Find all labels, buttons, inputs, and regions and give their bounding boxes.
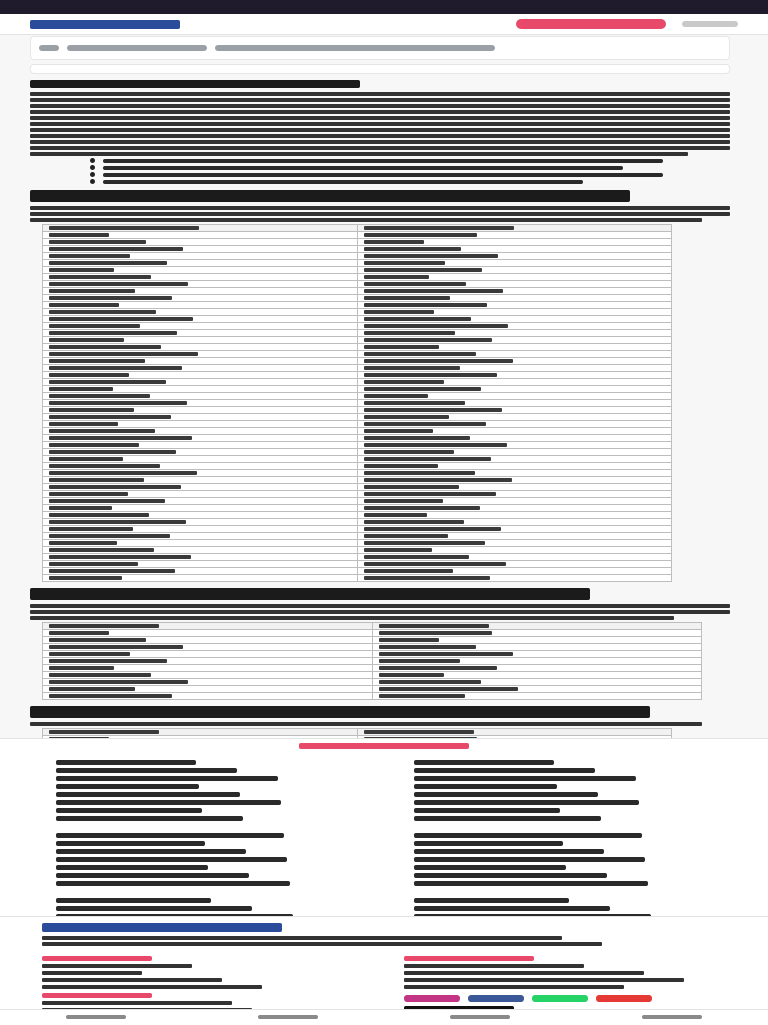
table-row: [43, 239, 672, 246]
exam-link[interactable]: [414, 841, 563, 846]
table-cell: [43, 679, 373, 686]
footer-link[interactable]: [42, 985, 262, 989]
table-cell: [357, 491, 672, 498]
table-cell: [43, 365, 358, 372]
table-cell: [357, 316, 672, 323]
table-cell: [43, 651, 373, 658]
table-cell: [357, 421, 672, 428]
capitals-intro-lines: [30, 206, 730, 222]
table-cell: [357, 267, 672, 274]
exam-link[interactable]: [414, 833, 642, 838]
table-header: [372, 623, 702, 630]
table-cell: [357, 407, 672, 414]
table-cell: [357, 351, 672, 358]
table-row: [43, 407, 672, 414]
table-cell: [357, 435, 672, 442]
table-row: [43, 575, 672, 582]
table-cell: [357, 561, 672, 568]
table-cell: [357, 323, 672, 330]
exam-link[interactable]: [414, 808, 560, 813]
bottom-nav-item[interactable]: [66, 1015, 126, 1019]
site-logo[interactable]: [30, 20, 180, 29]
table-cell: [357, 344, 672, 351]
table-cell: [43, 547, 358, 554]
footer-link[interactable]: [42, 971, 142, 975]
table-cell: [43, 246, 358, 253]
exam-link[interactable]: [56, 898, 211, 903]
table-row: [43, 393, 672, 400]
table-row: [43, 337, 672, 344]
table-row: [43, 232, 672, 239]
menu-button[interactable]: [682, 21, 738, 27]
area-table: [42, 622, 702, 700]
exam-link[interactable]: [56, 784, 199, 789]
table-cell: [357, 540, 672, 547]
area-table-body: [43, 630, 702, 700]
home-icon[interactable]: [39, 45, 59, 51]
table-cell: [372, 651, 702, 658]
table-cell: [357, 505, 672, 512]
table-row: [43, 400, 672, 407]
table-row: [43, 442, 672, 449]
table-cell: [357, 456, 672, 463]
table-cell: [43, 491, 358, 498]
table-cell: [357, 477, 672, 484]
bottom-nav-item[interactable]: [642, 1015, 702, 1019]
table-row: [43, 309, 672, 316]
exam-link[interactable]: [56, 816, 243, 821]
facebook-icon[interactable]: [468, 995, 524, 1002]
exam-link[interactable]: [414, 881, 648, 886]
table-row: [43, 449, 672, 456]
table-row: [43, 672, 702, 679]
article-points: [30, 158, 730, 184]
table-row: [43, 693, 702, 700]
table-cell: [43, 288, 358, 295]
table-cell: [43, 351, 358, 358]
table-row: [43, 274, 672, 281]
table-cell: [357, 484, 672, 491]
table-cell: [357, 309, 672, 316]
table-row: [43, 365, 672, 372]
exam-link[interactable]: [414, 800, 639, 805]
table-row: [43, 358, 672, 365]
page-title: [67, 45, 207, 51]
table-row: [43, 323, 672, 330]
exam-link[interactable]: [414, 849, 604, 854]
table-row: [43, 498, 672, 505]
table-row: [43, 533, 672, 540]
table-cell: [357, 337, 672, 344]
table-cell: [357, 379, 672, 386]
table-row: [43, 260, 672, 267]
table-row: [43, 505, 672, 512]
table-cell: [372, 693, 702, 700]
table-cell: [43, 337, 358, 344]
exam-link[interactable]: [414, 873, 607, 878]
table-cell: [372, 686, 702, 693]
table-row: [43, 519, 672, 526]
exam-link[interactable]: [414, 816, 601, 821]
table-cell: [43, 309, 358, 316]
table-row: [43, 547, 672, 554]
table-cell: [357, 232, 672, 239]
table-row: [43, 253, 672, 260]
table-row: [43, 526, 672, 533]
table-cell: [357, 400, 672, 407]
table-cell: [43, 456, 358, 463]
footer-address-line: [42, 936, 562, 940]
exam-link[interactable]: [56, 760, 196, 765]
table-row: [43, 316, 672, 323]
exam-link[interactable]: [56, 768, 237, 773]
exam-link[interactable]: [56, 808, 202, 813]
table-cell: [43, 414, 358, 421]
table-cell: [43, 630, 373, 637]
exam-link[interactable]: [56, 800, 281, 805]
table-row: [43, 421, 672, 428]
exam-link[interactable]: [56, 881, 290, 886]
exam-link[interactable]: [414, 776, 636, 781]
table-row: [43, 428, 672, 435]
table-cell: [43, 477, 358, 484]
table-cell: [357, 463, 672, 470]
important-exams-section: [0, 738, 768, 917]
table-header: [43, 623, 373, 630]
table-row: [43, 435, 672, 442]
table-cell: [357, 554, 672, 561]
table-row: [43, 267, 672, 274]
exam-link[interactable]: [56, 857, 287, 862]
table-cell: [43, 379, 358, 386]
table-cell: [43, 442, 358, 449]
table-cell: [357, 470, 672, 477]
exam-link[interactable]: [414, 865, 566, 870]
table-cell: [357, 498, 672, 505]
table-cell: [372, 679, 702, 686]
footer-company-heading: [42, 956, 152, 961]
table-cell: [43, 505, 358, 512]
table-cell: [43, 358, 358, 365]
population-intro-lines: [30, 722, 730, 726]
table-cell: [43, 295, 358, 302]
table-row: [43, 637, 702, 644]
table-cell: [43, 267, 358, 274]
table-header: [43, 225, 358, 232]
table-cell: [43, 519, 358, 526]
table-cell: [43, 665, 373, 672]
table-cell: [357, 295, 672, 302]
exam-link[interactable]: [56, 906, 252, 911]
table-cell: [43, 672, 373, 679]
table-row: [43, 295, 672, 302]
footer-link[interactable]: [404, 964, 584, 968]
exam-link[interactable]: [414, 792, 598, 797]
table-row: [43, 686, 702, 693]
footer-popular-heading: [404, 956, 534, 961]
table-cell: [357, 358, 672, 365]
table-row: [43, 491, 672, 498]
footer-other-heading: [42, 993, 152, 998]
table-cell: [43, 372, 358, 379]
bottom-nav-item[interactable]: [450, 1015, 510, 1019]
table-cell: [357, 519, 672, 526]
exam-link[interactable]: [414, 906, 610, 911]
table-cell: [43, 575, 358, 582]
table-cell: [357, 253, 672, 260]
table-cell: [357, 281, 672, 288]
table-cell: [357, 246, 672, 253]
exam-link[interactable]: [56, 833, 284, 838]
exam-link[interactable]: [56, 873, 249, 878]
population-heading: [30, 706, 650, 718]
table-row: [43, 351, 672, 358]
table-cell: [357, 288, 672, 295]
table-cell: [357, 393, 672, 400]
table-cell: [357, 568, 672, 575]
table-row: [43, 477, 672, 484]
table-cell: [43, 658, 373, 665]
table-cell: [43, 302, 358, 309]
table-header: [357, 729, 672, 736]
table-cell: [357, 414, 672, 421]
article-intro-lines: [30, 92, 730, 156]
table-cell: [357, 260, 672, 267]
table-cell: [357, 442, 672, 449]
exam-link[interactable]: [56, 776, 278, 781]
breadcrumb: [30, 36, 730, 60]
table-cell: [43, 428, 358, 435]
table-cell: [43, 554, 358, 561]
table-row: [43, 568, 672, 575]
table-cell: [357, 365, 672, 372]
header-cta-button[interactable]: [516, 19, 666, 29]
table-cell: [357, 372, 672, 379]
table-cell: [43, 526, 358, 533]
table-cell: [372, 672, 702, 679]
bottom-nav-item[interactable]: [258, 1015, 318, 1019]
table-cell: [43, 400, 358, 407]
table-cell: [43, 323, 358, 330]
table-cell: [43, 232, 358, 239]
table-cell: [357, 512, 672, 519]
table-cell: [43, 260, 358, 267]
table-row: [43, 470, 672, 477]
table-cell: [43, 686, 373, 693]
table-row: [43, 554, 672, 561]
table-cell: [357, 386, 672, 393]
table-row: [43, 665, 702, 672]
table-row: [43, 630, 702, 637]
top-status-bar: [0, 0, 768, 14]
table-cell: [43, 239, 358, 246]
table-cell: [357, 428, 672, 435]
table-cell: [43, 512, 358, 519]
exam-link[interactable]: [414, 760, 554, 765]
footer-link[interactable]: [404, 971, 644, 975]
table-cell: [357, 302, 672, 309]
site-header: [0, 14, 768, 35]
table-cell: [357, 575, 672, 582]
footer-link[interactable]: [42, 964, 192, 968]
footer-link[interactable]: [42, 978, 222, 982]
capitals-table: [42, 224, 672, 582]
table-cell: [43, 449, 358, 456]
table-cell: [357, 547, 672, 554]
table-cell: [43, 533, 358, 540]
table-cell: [372, 644, 702, 651]
table-header: [43, 729, 358, 736]
table-cell: [43, 637, 373, 644]
capitals-heading: [30, 190, 630, 202]
table-cell: [43, 386, 358, 393]
table-row: [43, 386, 672, 393]
table-cell: [43, 253, 358, 260]
table-cell: [43, 316, 358, 323]
exam-link[interactable]: [56, 841, 205, 846]
table-cell: [357, 239, 672, 246]
footer-logo[interactable]: [42, 923, 282, 932]
list-item: [90, 172, 730, 177]
table-row: [43, 344, 672, 351]
footer-link[interactable]: [404, 978, 684, 982]
table-row: [43, 379, 672, 386]
table-row: [43, 540, 672, 547]
table-cell: [43, 463, 358, 470]
page-subtitle: [215, 45, 495, 51]
table-cell: [43, 568, 358, 575]
table-row: [43, 372, 672, 379]
table-row: [43, 644, 702, 651]
table-cell: [357, 330, 672, 337]
exam-link[interactable]: [56, 865, 208, 870]
table-row: [43, 302, 672, 309]
table-row: [43, 651, 702, 658]
table-cell: [43, 407, 358, 414]
exams-title: [299, 743, 469, 749]
table-row: [43, 658, 702, 665]
area-intro-lines: [30, 604, 730, 620]
table-cell: [357, 274, 672, 281]
table-row: [43, 561, 672, 568]
table-cell: [357, 449, 672, 456]
exam-link[interactable]: [414, 784, 557, 789]
table-cell: [43, 281, 358, 288]
table-row: [43, 484, 672, 491]
social-links: [404, 995, 726, 1002]
table-cell: [357, 526, 672, 533]
footer-address-line: [42, 942, 602, 946]
table-row: [43, 246, 672, 253]
exam-link[interactable]: [414, 898, 569, 903]
table-cell: [43, 274, 358, 281]
footer-link[interactable]: [404, 985, 624, 989]
table-cell: [372, 637, 702, 644]
capitals-table-body: [43, 232, 672, 582]
list-item: [90, 158, 730, 163]
exam-link[interactable]: [56, 792, 240, 797]
table-cell: [43, 561, 358, 568]
table-row: [43, 679, 702, 686]
table-cell: [43, 484, 358, 491]
table-row: [43, 281, 672, 288]
bottom-navigation: [0, 1009, 768, 1024]
footer-link[interactable]: [42, 1001, 232, 1005]
table-cell: [372, 630, 702, 637]
exam-link[interactable]: [56, 849, 246, 854]
table-row: [43, 330, 672, 337]
whatsapp-icon[interactable]: [532, 995, 588, 1002]
table-cell: [372, 665, 702, 672]
instagram-icon[interactable]: [404, 995, 460, 1002]
table-row: [43, 463, 672, 470]
table-cell: [43, 498, 358, 505]
table-header: [357, 225, 672, 232]
search-input[interactable]: [30, 64, 730, 74]
table-cell: [43, 330, 358, 337]
table-row: [43, 512, 672, 519]
area-heading: [30, 588, 590, 600]
exam-link[interactable]: [414, 768, 595, 773]
table-cell: [43, 421, 358, 428]
list-item: [90, 165, 730, 170]
table-row: [43, 456, 672, 463]
table-row: [43, 288, 672, 295]
list-item: [90, 179, 730, 184]
table-cell: [43, 470, 358, 477]
article-heading: [30, 80, 360, 88]
table-cell: [43, 644, 373, 651]
table-cell: [372, 658, 702, 665]
youtube-icon[interactable]: [596, 995, 652, 1002]
table-cell: [43, 435, 358, 442]
table-cell: [357, 533, 672, 540]
table-cell: [43, 693, 373, 700]
table-cell: [43, 540, 358, 547]
table-cell: [43, 344, 358, 351]
table-row: [43, 414, 672, 421]
exam-link[interactable]: [414, 857, 645, 862]
table-cell: [43, 393, 358, 400]
